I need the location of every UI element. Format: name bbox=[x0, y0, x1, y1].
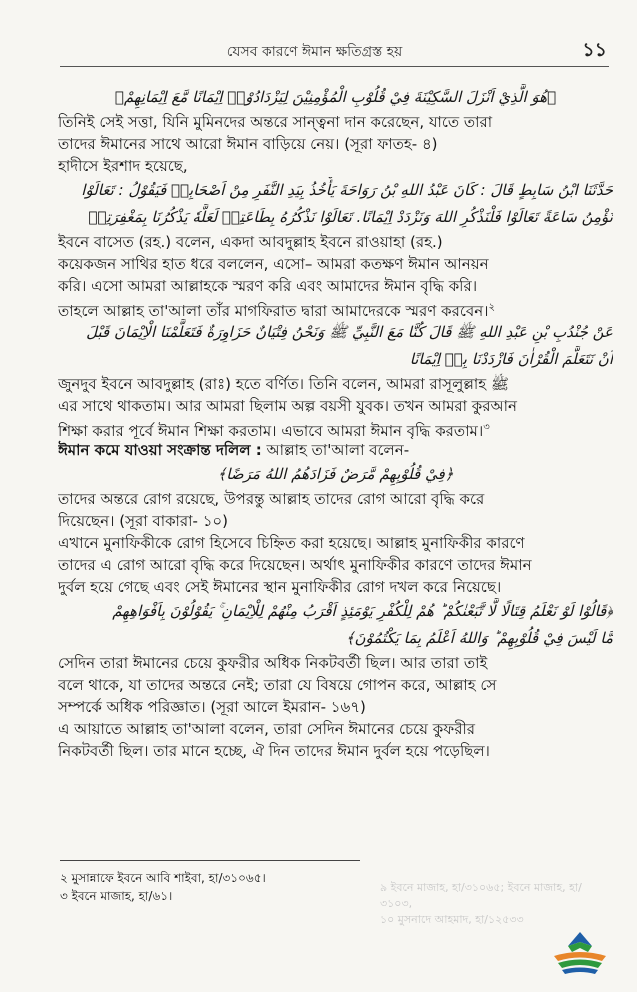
paragraph-line: সেদিন তারা ঈমানের চেয়ে কুফরীর অধিক নিকটবর্তী ছিল। আর তারা তাই bbox=[58, 654, 488, 672]
paragraph-line: তাদের অন্তরে রোগ রয়েছে, উপরন্তু আল্লাহ তাদের রোগ আরো বৃদ্ধি করে bbox=[58, 490, 485, 508]
quran-verse-baqarah: ﴿فِيْ قُلُوْبِهِمْ مَّرَضٌ فَزَادَهُمُ اللهُ مَرَضًا﴾ bbox=[217, 465, 454, 483]
paragraph-line: দুর্বল হয়ে গেছে এবং সেই ঈমানের স্থান মুনাফিকীর রোগ দখল করে নিয়েছে। bbox=[58, 578, 502, 596]
page-header bbox=[60, 36, 609, 67]
footnote-ref: ২ bbox=[488, 302, 496, 313]
paragraph-line: এর সাথে থাকতাম। আর আমরা ছিলাম অল্প বয়সী যুবক। তখন আমরা কুরআন bbox=[58, 397, 517, 415]
footnote-ref: ৩ bbox=[483, 422, 490, 433]
quran-verse-imran-line: مَّا لَيْسَ فِيْ قُلُوْبِهِمْ ؕ وَاللهُ اَعْلَمُ بِمَا يَكْتُمُوْنَ﴾ bbox=[345, 629, 613, 647]
paragraph-line: তাদের এ রোগ আরো বৃদ্ধি করে দিয়েছেন। অর্থাৎ মুনাফিকীর কারণে তাদের ঈমান bbox=[58, 556, 532, 574]
bleed-through-line: ৯ ইবনে মাজাহ, হা/৩১০৬৫; ইবনে মাজাহ, হা/৩১০৩, bbox=[380, 881, 582, 910]
section-heading bbox=[58, 439, 613, 461]
hadith-arabic-line: نُؤْمِنُ سَاعَةً تَعَالَوْا فَلْنَذْكُرِ اللهَ وَنَزْدَدْ اِيْمَانًا. تَعَالَوْا نَذْكُرُهُ بِطَاعَتِهٖ لَعَلَّهٗ يَذْكُرُنَا بِمَغْفِرَتِهٖ bbox=[88, 208, 613, 226]
paragraph-text: তাহলে আল্লাহ তা'আলা তাঁর মাগফিরাত দ্বারা আমাদেরকে স্মরণ করবেন। bbox=[58, 302, 489, 319]
paragraph-line: ইবনে বাসেত (রহ.) বলেন, একদা আবদুল্লাহ ইবনে রাওয়াহা (রহ.) bbox=[58, 233, 443, 251]
publisher-logo-icon bbox=[548, 928, 612, 976]
quran-verse-fath: ﴿هُوَ الَّذِيْ اَنْزَلَ السَّكِيْنَةَ فِيْ قُلُوْبِ الْمُؤْمِنِيْنَ لِيَزْدَادُوْاۤ اِيْمَانًا مَّعَ اِيْمَانِهِمْ﴾ bbox=[114, 88, 557, 106]
hadith-arabic-line: حَدَّثَنَا ابْنُ سَابِطٍ قَالَ : كَانَ عَبْدُ اللهِ بْنُ رَوَاحَةَ يَأْخُذُ بِيَدِ النَّفَرِ مِنْ اَصْحَابِهٖ فَيَقُوْلُ : تَعَالَوْا bbox=[81, 181, 613, 199]
paragraph-line: দিয়েছেন। (সূরা বাকারা- ১০) bbox=[58, 512, 229, 530]
paragraph-line: এ আয়াতে আল্লাহ তা'আলা বলেন, তারা সেদিন ঈমানের চেয়ে কুফরীর bbox=[58, 720, 476, 738]
hadith-arabic-line: اَنْ نَتَعَلَّمَ الْقُرْاٰنَ فَازْدَدْنَا بِهٖ اِيْمَانًا bbox=[409, 350, 613, 368]
footnotes bbox=[60, 860, 360, 905]
paragraph-line: সম্পর্কে অধিক পরিজ্ঞাত। (সূরা আলে ইমরান- ১৬৭) bbox=[58, 698, 366, 716]
paragraph-line: তিনিই সেই সত্তা, যিনি মুমিনদের অন্তরে সান্ত্বনা দান করেছেন, যাতে তারা bbox=[58, 113, 493, 131]
main-text bbox=[58, 84, 613, 762]
running-head: যেসব কারণে ঈমান ক্ষতিগ্রস্ত হয় bbox=[226, 44, 403, 60]
paragraph-line: এখানে মুনাফিকীকে রোগ হিসেবে চিহ্নিত করা হয়েছে। আল্লাহ মুনাফিকীর কারণে bbox=[58, 534, 525, 552]
paragraph-line: নিকটবর্তী ছিল। তার মানে হচ্ছে, ঐ দিন তাদের ঈমান দুর্বল হয়ে পড়েছিল। bbox=[58, 742, 490, 760]
paragraph-text: শিক্ষা করার পূর্বে ঈমান শিক্ষা করতাম। এভাবে আমরা ঈমান বৃদ্ধি করতাম। bbox=[58, 422, 484, 439]
paragraph-line bbox=[58, 297, 613, 319]
paragraph-line: কয়েকজন সাথির হাত ধরে বললেন, এসো– আমরা কতক্ষণ ঈমান আনয়ন bbox=[58, 255, 489, 273]
bleed-through-line: ১০ মুসনাদে আহমাদ, হা/১২৫৩৩ bbox=[380, 913, 524, 926]
paragraph-line: হাদীসে ইরশাদ হয়েছে, bbox=[58, 157, 188, 175]
paragraph-line bbox=[58, 417, 613, 439]
paragraph-line: করি। এসো আমরা আল্লাহকে স্মরণ করি এবং আমাদের ঈমান বৃদ্ধি করি। bbox=[58, 277, 478, 295]
paragraph-line: তাদের ঈমানের সাথে আরো ঈমান বাড়িয়ে নেয়। (সূরা ফাতহ- ৪) bbox=[58, 135, 438, 153]
hadith-arabic-line: عَنْ جُنْدُبِ بْنِ عَبْدِ اللهِ ﷺ قَالَ كُنَّا مَعَ النَّبِيِّ ﷺ وَنَحْنُ فِتْيَانٌ حَزَاوِرَةٌ فَتَعَلَّمْنَا الْاِيْمَانَ قَبْلَ bbox=[86, 323, 613, 341]
footnote-2: ২ মুসান্নাফে ইবনে আবি শাইবা, হা/৩১০৬৫। bbox=[60, 871, 266, 885]
page-number: ১১ bbox=[582, 39, 607, 61]
section-heading-bold: ঈমান কমে যাওয়া সংক্রান্ত দলিল : bbox=[58, 441, 262, 459]
bleed-through-text bbox=[380, 880, 590, 928]
section-heading-rest: আল্লাহ তা'আলা বলেন- bbox=[261, 441, 410, 459]
footnote-3: ৩ ইবনে মাজাহ, হা/৬১। bbox=[60, 889, 173, 903]
paragraph-line: জুনদুব ইবনে আবদুল্লাহ (রাঃ) হতে বর্ণিত। তিনি বলেন, আমরা রাসূলুল্লাহ ﷺ bbox=[58, 375, 510, 393]
quran-verse-imran-line: ﴿قَالُوْا لَوْ نَعْلَمُ قِتَالًا لَّا تَّبَعْنٰكُمْ ؕ هُمْ لِلْكُفْرِ يَوْمَئِذٍ اَقْرَبُ مِنْهُمْ لِلْاِيْمَانِ ۚ يَقُوْلُوْنَ بِاَفْوَاهِهِمْ bbox=[112, 602, 613, 620]
paragraph-line: বলে থাকে, যা তাদের অন্তরে নেই; তারা যে বিষয়ে গোপন করে, আল্লাহ সে bbox=[58, 676, 497, 694]
